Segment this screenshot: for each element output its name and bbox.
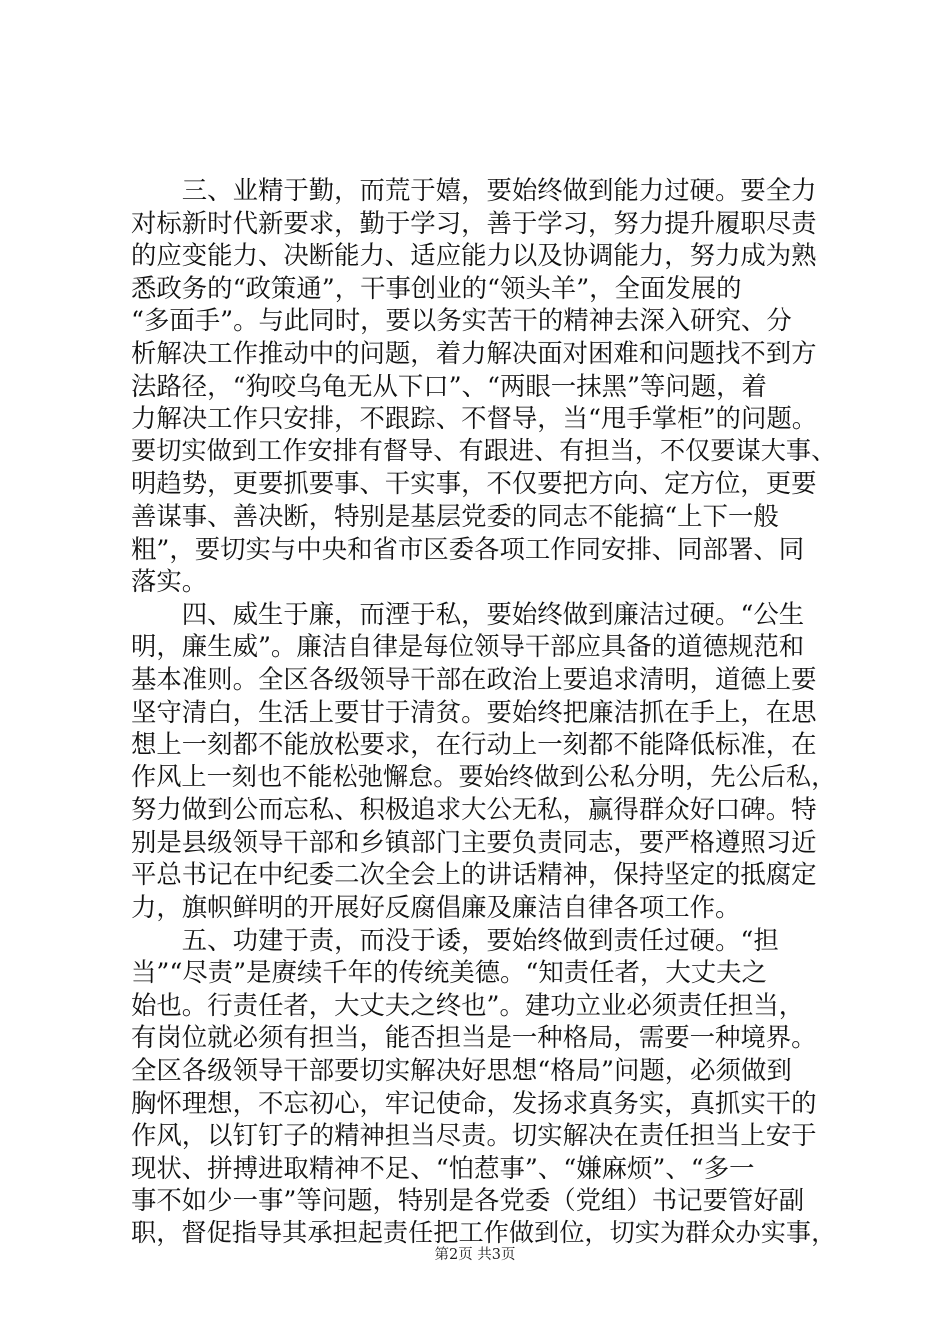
text-line: 四、威生于廉，而湮于私，要始终做到廉洁过硬。“公生 [131,598,805,629]
text-line: 基本准则。全区各级领导干部在政治上要追求清明，道德上要 [131,663,817,694]
text-line: 始也。行责任者，大丈夫之终也”。建功立业必须责任担当， [131,989,805,1020]
text-line: 胸怀理想，不忘初心，牢记使命，发扬求真务实，真抓实干的 [131,1087,817,1118]
text-line: 明趋势，更要抓要事、干实事，不仅要把方向、定方位，更要 [131,468,817,499]
text-line: 力，旗帜鲜明的开展好反腐倡廉及廉洁自律各项工作。 [131,892,741,923]
text-line: 三、业精于勤，而荒于嬉，要始终做到能力过硬。要全力 [131,175,817,205]
text-line: 努力做到公而忘私、积极追求大公无私，赢得群众好口碑。特 [131,794,817,825]
text-line: 当”“尽责”是赓续千年的传统美德。“知责任者，大丈夫之 [131,957,767,988]
text-line: 坚守清白，生活上要甘于清贫。要始终把廉洁抓在手上，在思 [131,696,817,727]
text-line: 落实。 [131,566,208,597]
text-line: 职，督促指导其承担起责任把工作做到位，切实为群众办实事， [131,1218,837,1247]
text-line: 事不如少一事”等问题，特别是各党委（党组）书记要管好副 [131,1185,805,1216]
text-line: 善谋事、善决断，特别是基层党委的同志不能搞“上下一般 [131,500,779,531]
text-line: 力解决工作只安排，不跟踪、不督导，当“甩手掌柜”的问题。 [131,403,818,434]
text-line: 悉政务的“政策通”，干事创业的“领头羊”，全面发展的 [131,272,742,303]
text-line: 析解决工作推动中的问题，着力解决面对困难和问题找不到方 [131,337,817,368]
text-line: 现状、拼搏进取精神不足、“怕惹事”、“嫌麻烦”、“多一 [131,1152,755,1183]
text-line: 粗”，要切实与中央和省市区委各项工作同安排、同部署、同 [131,533,805,564]
text-line: 明，廉生威”。廉洁自律是每位领导干部应具备的道德规范和 [131,631,805,662]
text-line: 平总书记在中纪委二次全会上的讲话精神，保持坚定的抵腐定 [131,859,817,890]
text-line: 作风，以钉钉子的精神担当尽责。切实解决在责任担当上安于 [131,1120,817,1151]
text-line: 全区各级领导干部要切实解决好思想“格局”问题，必须做到 [131,1055,792,1086]
text-line: 有岗位就必须有担当，能否担当是一种格局，需要一种境界。 [131,1022,817,1053]
text-line: 法路径，“狗咬乌龟无从下口”、“两眼一抹黑”等问题，着 [131,370,767,401]
text-line: 五、功建于责，而没于诿，要始终做到责任过硬。“担 [131,924,779,955]
page-footer: 第2页 共3页 [434,1247,516,1263]
body-text [131,174,837,1250]
text-line: 作风上一刻也不能松弛懈怠。要始终做到公私分明，先公后私， [131,761,837,791]
text-line: 要切实做到工作安排有督导、有跟进、有担当，不仅要谋大事、 [131,435,837,465]
text-line: 别是县级领导干部和乡镇部门主要负责同志，要严格遵照习近 [131,826,817,857]
text-line: 想上一刻都不能放松要求，在行动上一刻都不能降低标准，在 [131,729,817,760]
text-line: 的应变能力、决断能力、适应能力以及协调能力，努力成为熟 [131,240,817,271]
text-line: “多面手”。与此同时，要以务实苦干的精神去深入研究、分 [131,305,792,336]
text-line: 对标新时代新要求，勤于学习，善于学习，努力提升履职尽责 [131,207,817,238]
